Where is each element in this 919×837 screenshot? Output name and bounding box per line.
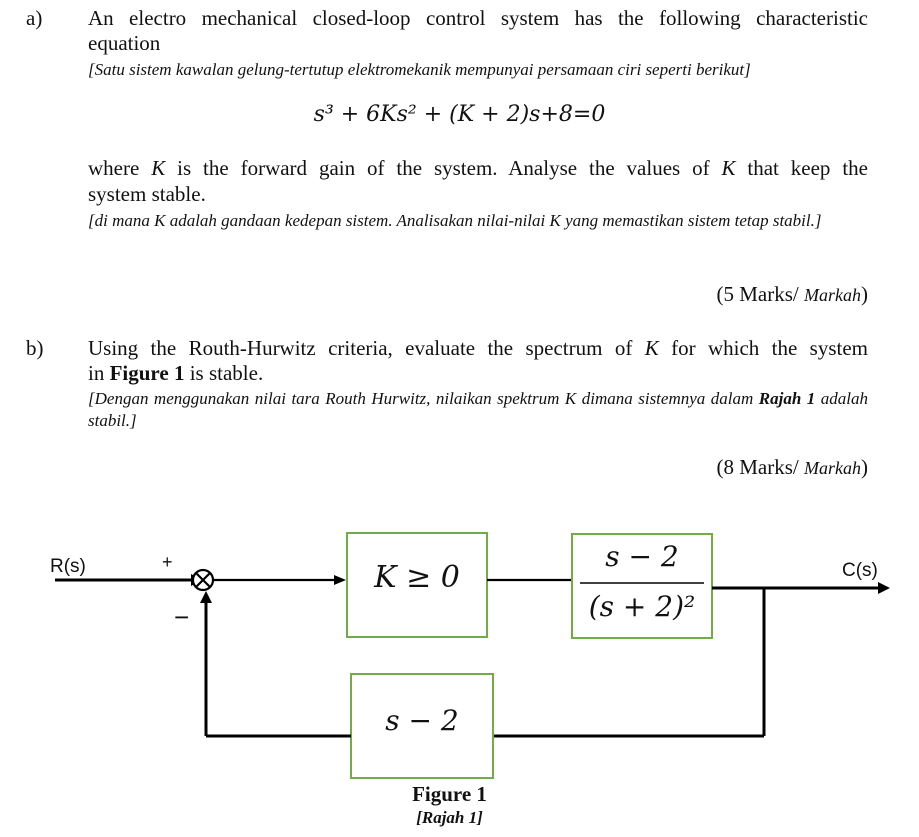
where-pre: where [88, 156, 152, 180]
part-b-line2-post: is stable. [184, 361, 264, 385]
part-a-marks-num: (5 Marks/ [716, 282, 804, 306]
part-b-malay-bold: Rajah 1 [758, 389, 816, 408]
output-arrowhead [878, 582, 890, 594]
summing-junction [193, 570, 213, 590]
part-a-malay: [Satu sistem kawalan gelung-tertutup elektromekanik mempunyai persamaan ciri seperti berikut] [88, 60, 751, 79]
part-b-marks-malay: Markah [804, 458, 861, 478]
part-a-line1: An electro mechanical closed-loop control system has the following characteristic [88, 6, 868, 30]
figure-caption: Figure 1 [412, 782, 487, 806]
input-label: R(s) [50, 556, 86, 577]
controller-arrowhead [334, 575, 346, 585]
minus-sign: − [174, 602, 190, 632]
figure-caption-malay: [Rajah 1] [416, 808, 483, 827]
part-b-line1-pre: Using the Routh-Hurwitz criteria, evaluate the spectrum of [88, 336, 645, 360]
where-mid: is the forward gain of the system. Analyse the values of [165, 156, 722, 180]
part-b-line2-pre: in [88, 361, 110, 385]
feedback-label: s − 2 [385, 704, 459, 737]
part-b-marks-close: ) [861, 455, 868, 479]
part-a-marks-close: ) [861, 282, 868, 306]
part-a-malay2: [di mana K adalah gandaan kedepan sistem. Analisakan nilai-nilai K yang memastikan sistem tetap stabil.] [88, 211, 822, 230]
controller-label: K ≥ 0 [374, 560, 460, 595]
plant-denominator: (s + 2)² [588, 590, 696, 623]
part-b-label: b) [26, 336, 44, 360]
where-post: that keep the [735, 156, 868, 180]
output-label: C(s) [842, 560, 878, 581]
plant-numerator: s − 2 [605, 540, 679, 573]
part-b-malay-post: adalah stabil.] [88, 389, 868, 430]
part-a-where-line2: system stable. [88, 182, 206, 206]
where-k1: K [151, 156, 166, 180]
part-b-malay-pre: [Dengan menggunakan nilai tara Routh Hurwitz, nilaikan spektrum K dimana sistemnya dalam [88, 389, 759, 408]
feedback-arrowhead [200, 591, 212, 603]
part-a-line2: equation [88, 31, 161, 55]
part-a-marks-malay: Markah [804, 285, 861, 305]
equation-text: s³ + 6Ks² + (K + 2)s+8=0 [313, 102, 606, 127]
part-b-line1-post: for which the system [658, 336, 868, 360]
part-b-line1-k: K [644, 336, 659, 360]
where-k2: K [721, 156, 736, 180]
plus-sign: + [162, 552, 173, 572]
part-b-line2-bold: Figure 1 [109, 361, 185, 385]
part-a-label: a) [26, 6, 43, 30]
part-b-marks-num: (8 Marks/ [716, 455, 804, 479]
